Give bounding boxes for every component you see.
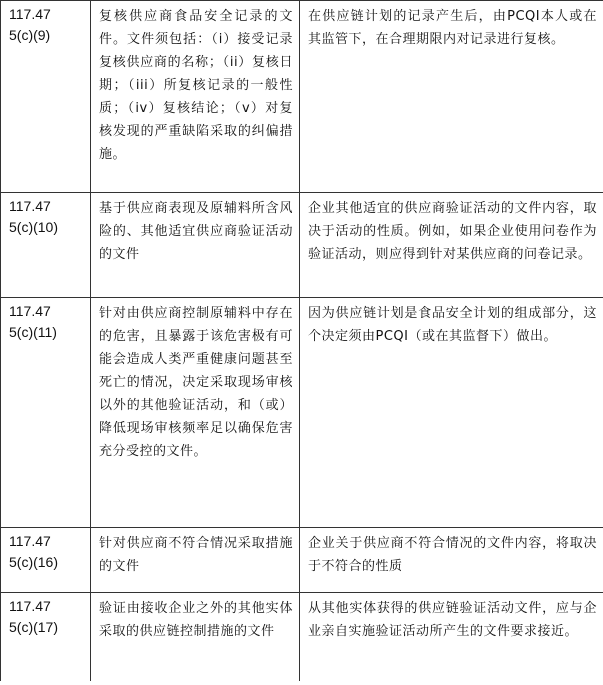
explanation-cell: 从其他实体获得的供应链验证活动文件，应与企业亲自实施验证活动所产生的文件要求接近。 [300, 593, 603, 681]
section-number-line2: 5(c)(11) [9, 324, 57, 340]
section-number-line2: 5(c)(16) [9, 554, 59, 570]
section-number-line1: 117.47 [9, 598, 51, 614]
section-number-line1: 117.47 [9, 198, 51, 214]
section-number-line2: 5(c)(10) [9, 219, 59, 235]
explanation-cell: 在供应链计划的记录产生后，由PCQI本人或在其监管下，在合理期限内对记录进行复核。 [300, 1, 603, 193]
section-number-line1: 117.47 [9, 533, 51, 549]
requirement-cell: 验证由接收企业之外的其他实体采取的供应链控制措施的文件 [91, 593, 300, 681]
requirement-cell: 基于供应商表现及原辅料所含风险的、其他适宜供应商验证活动的文件 [91, 193, 300, 298]
table-row [1, 528, 603, 593]
section-cell [1, 593, 91, 681]
requirement-cell: 针对由供应商控制原辅料中存在的危害，且暴露于该危害极有可能会造成人类严重健康问题甚至死亡的情况，决定采取现场审核以外的其他验证活动，和（或）降低现场审核频率足以确保危害充分受控的文件。 [91, 298, 300, 528]
section-number-line1: 117.47 [9, 303, 51, 319]
requirement-cell: 复核供应商食品安全记录的文件。文件须包括：（i）接受记录复核供应商的名称；（ii）复核日期；（iii）所复核记录的一般性质；（iv）复核结论；（v）对复核发现的严重缺陷采取的纠偏措施。 [91, 1, 300, 193]
section-cell [1, 298, 91, 528]
section-cell [1, 1, 91, 193]
table-row [1, 1, 603, 193]
requirement-cell: 针对供应商不符合情况采取措施的文件 [91, 528, 300, 593]
table-row [1, 298, 603, 528]
table-row [1, 193, 603, 298]
section-cell [1, 193, 91, 298]
explanation-cell: 企业关于供应商不符合情况的文件内容，将取决于不符合的性质 [300, 528, 603, 593]
section-number-line1: 117.47 [9, 6, 51, 22]
explanation-cell: 企业其他适宜的供应商验证活动的文件内容，取决于活动的性质。例如，如果企业使用问卷作为验证活动，则应得到针对某供应商的问卷记录。 [300, 193, 603, 298]
table-row [1, 593, 603, 681]
section-cell [1, 528, 91, 593]
explanation-cell: 因为供应链计划是食品安全计划的组成部分，这个决定须由PCQI（或在其监督下）做出。 [300, 298, 603, 528]
section-number-line2: 5(c)(17) [9, 619, 59, 635]
section-number-line2: 5(c)(9) [9, 27, 51, 43]
